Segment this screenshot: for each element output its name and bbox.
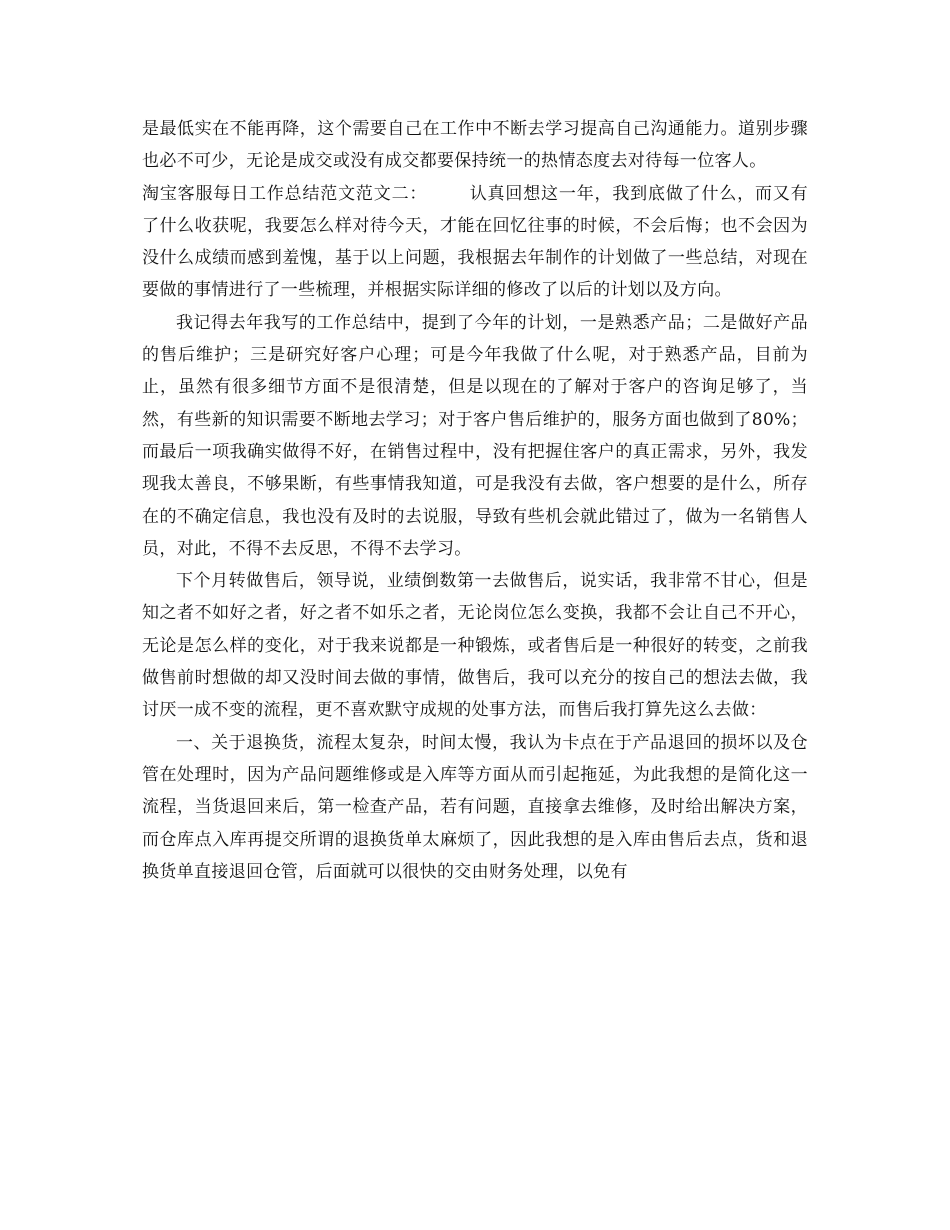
paragraph-2: [142, 178, 808, 307]
paragraph-5: [142, 727, 808, 888]
paragraph-1: [142, 113, 808, 178]
paragraph-2-text: 认真回想这一年，我到底做了什么，而又有了什么收获呢，我要怎么样对待今天，才能在回忆往事的时候，不会后悔；也不会因为没什么成绩而感到羞愧，基于以上问题，我根据去年制作的计划做了一些总结，对现在要做的事情进行了一些梳理，并根据实际详细的修改了以后的计划以及方向。: [142, 183, 808, 301]
paragraph-4-text: 下个月转做售后，领导说，业绩倒数第一去做售后，说实话，我非常不甘心，但是知之者不如好之者，好之者不如乐之者，无论岗位怎么变换，我都不会让自己不开心，无论是怎么样的变化，对于我来说都是一种锻炼，或者售后是一种很好的转变，之前我做售前时想做的却又没时间去做的事情，做售后，我可以充分的按自己的想法去做，我讨厌一成不变的流程，更不喜欢默守成规的处事方法，而售后我打算先这么去做：: [142, 571, 808, 721]
paragraph-4: [142, 565, 808, 726]
paragraph-1-text: 是最低实在不能再降，这个需要自己在工作中不断去学习提高自己沟通能力。道别步骤也必不可少，无论是成交或没有成交都要保持统一的热情态度去对待每一位客人。: [142, 119, 808, 172]
paragraph-5-text: 一、关于退换货，流程太复杂，时间太慢，我认为卡点在于产品退回的损坏以及仓管在处理时，因为产品问题维修或是入库等方面从而引起拖延，为此我想的是简化这一流程，当货退回来后，第一检查产品，若有问题，直接拿去维修，及时给出解决方案，而仓库点入库再提交所谓的退换货单太麻烦了，因此我想的是入库由售后去点，货和退换货单直接退回仓管，后面就可以很快的交由财务处理，以免有: [142, 732, 808, 882]
paragraph-3: [142, 307, 808, 565]
section-heading: 淘宝客服每日工作总结范文范文二：: [142, 183, 428, 204]
paragraph-3-text: 我记得去年我写的工作总结中，提到了今年的计划，一是熟悉产品；二是做好产品的售后维护；三是研究好客户心理；可是今年我做了什么呢，对于熟悉产品，目前为止，虽然有很多细节方面不是很清楚，但是以现在的了解对于客户的咨询足够了，当然，有些新的知识需要不断地去学习；对于客户售后维护的，服务方面也做到了80%；而最后一项我确实做得不好，在销售过程中，没有把握住客户的真正需求，另外，我发现我太善良，不够果断，有些事情我知道，可是我没有去做，客户想要的是什么，所存在的不确定信息，我也没有及时的去说服，导致有些机会就此错过了，做为一名销售人员，对此，不得不去反思，不得不去学习。: [142, 312, 808, 559]
document-body: [142, 113, 808, 888]
